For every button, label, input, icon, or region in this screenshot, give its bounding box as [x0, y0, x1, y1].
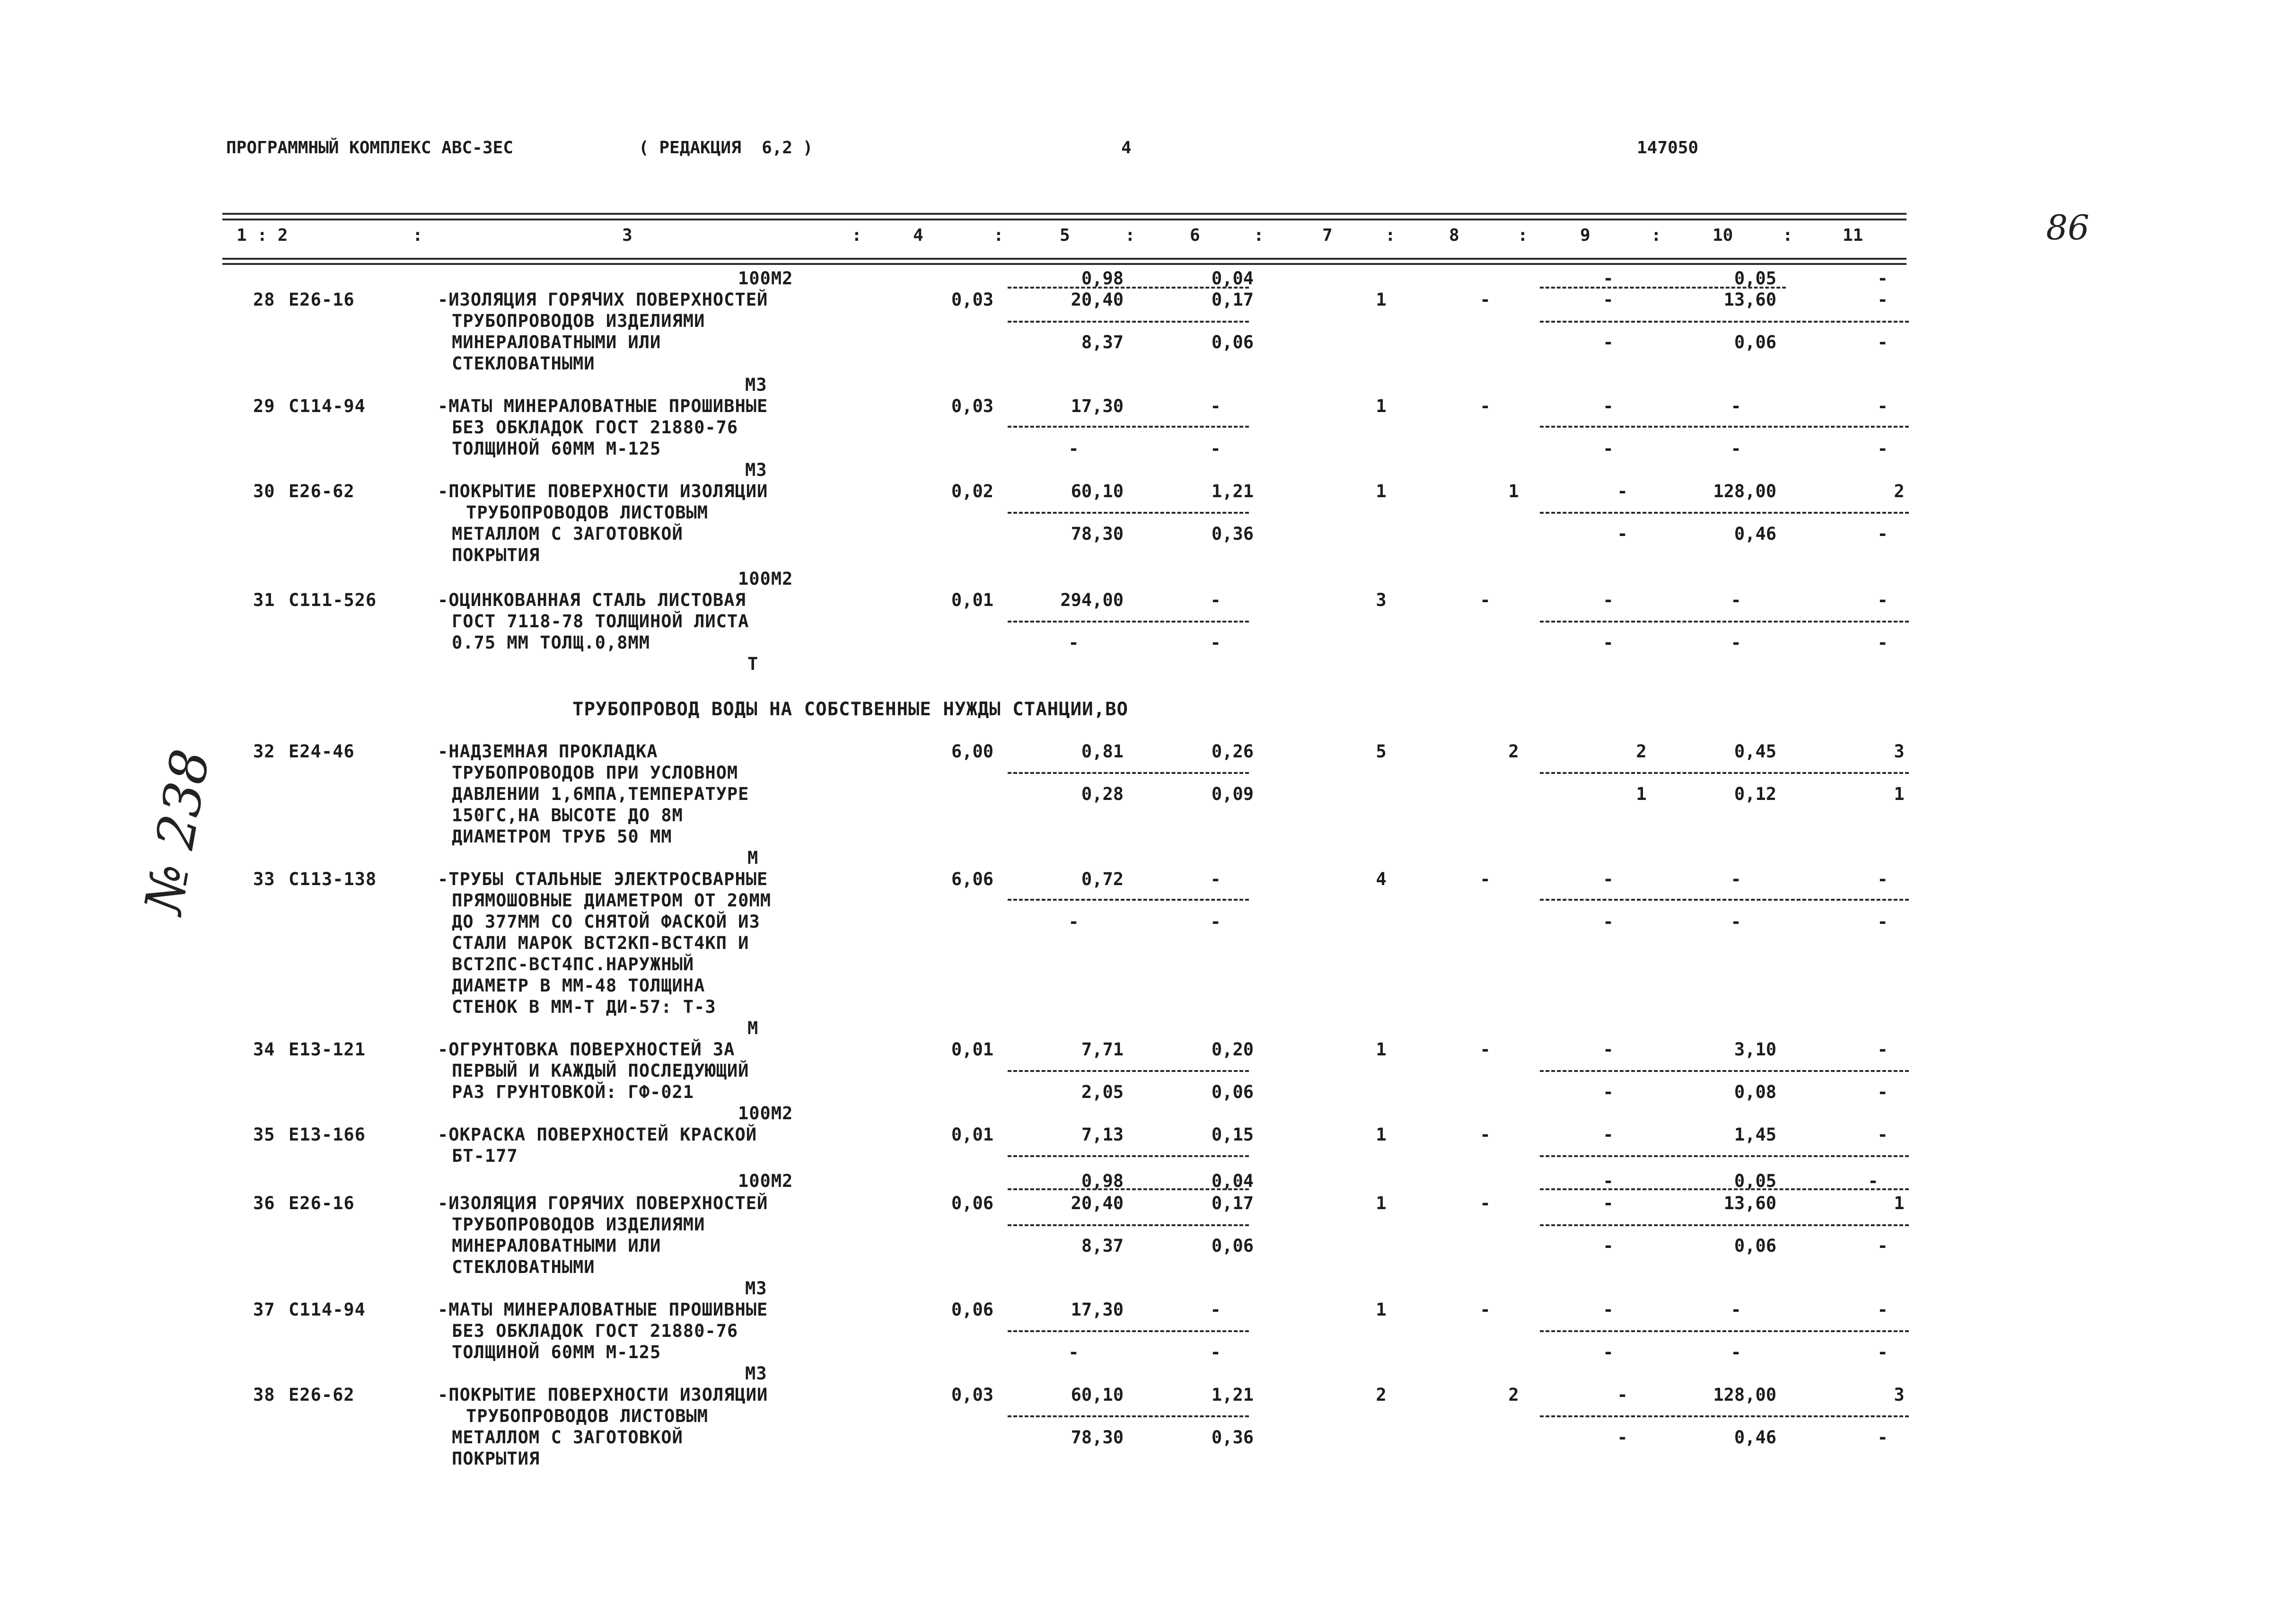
edition-label: ( РЕДАКЦИЯ 6,2 )	[639, 138, 813, 158]
cell-col10-b: -	[1731, 1342, 1742, 1362]
col-head-6: 6	[1190, 226, 1200, 245]
cell-col10-pre: 0,05	[1734, 1171, 1776, 1191]
cell-col9: -	[1603, 1124, 1614, 1145]
table-top-rule	[222, 213, 1906, 215]
row-description: ТРУБОПРОВОДОВ ИЗДЕЛИЯМИ	[452, 311, 705, 331]
row-description: МЕТАЛЛОМ С ЗАГОТОВКОЙ	[452, 524, 683, 544]
row-description: -ПОКРЫТИЕ ПОВЕРХНОСТИ ИЗОЛЯЦИИ	[438, 481, 768, 501]
unit-label: М	[747, 848, 759, 868]
unit-label: М3	[745, 460, 767, 480]
cell-col6-b: 0,06	[1211, 332, 1254, 352]
row-description: ПЕРВЫЙ И КАЖДЫЙ ПОСЛЕДУЮЩИЙ	[452, 1061, 749, 1081]
cell-col7: 4	[1376, 869, 1387, 889]
cell-col10-b: -	[1731, 912, 1742, 932]
unit-label: Т	[747, 654, 759, 674]
cell-col10-b: 0,46	[1734, 1427, 1776, 1448]
section-title: ТРУБОПРОВОД ВОДЫ НА СОБСТВЕННЫЕ НУЖДЫ СТАНЦИИ,ВО	[572, 699, 1129, 720]
cell-col8: -	[1480, 1124, 1491, 1145]
separator	[1540, 1155, 1909, 1157]
cell-col9: 2	[1636, 741, 1647, 762]
cell-col6: 0,17	[1211, 1193, 1254, 1213]
cell-col6-pre: 0,04	[1211, 1171, 1254, 1191]
cell-col7: 1	[1376, 481, 1387, 501]
cell-col5: 60,10	[1071, 1385, 1124, 1405]
cell-col6-pre: 0,04	[1211, 268, 1254, 289]
cell-col6-b: 0,36	[1211, 524, 1254, 544]
cell-col9: -	[1603, 1039, 1614, 1060]
cell-col11-b: -	[1877, 1427, 1889, 1448]
cell-col6-b: 0,36	[1211, 1427, 1254, 1448]
cell-col8: -	[1480, 290, 1491, 310]
row-description: СТЕКЛОВАТНЫМИ	[452, 1257, 595, 1277]
cell-col8: -	[1480, 869, 1491, 889]
cell-col8: 2	[1508, 1385, 1520, 1405]
cell-col8: -	[1480, 396, 1491, 416]
cell-col7: 1	[1376, 396, 1387, 416]
cell-col11: -	[1877, 869, 1889, 889]
cell-col5-b: 78,30	[1071, 524, 1124, 544]
row-number: 31	[253, 590, 275, 610]
cell-col10: 1,45	[1734, 1124, 1776, 1145]
row-number: 38	[253, 1385, 275, 1405]
row-description: ТРУБОПРОВОДОВ ИЗДЕЛИЯМИ	[452, 1214, 705, 1235]
unit-label: 100М2	[738, 569, 793, 589]
cell-col9-pre: -	[1603, 1171, 1614, 1191]
col-head-9: 9	[1580, 226, 1590, 245]
cell-col5-b: 78,30	[1071, 1427, 1124, 1448]
cell-col4: 0,03	[951, 396, 993, 416]
row-description: ВСТ2ПС-ВСТ4ПС.НАРУЖНЫЙ	[452, 954, 694, 974]
cell-col7: 5	[1376, 741, 1387, 762]
separator	[1540, 1224, 1909, 1226]
separator	[1540, 621, 1909, 623]
cell-col5: 7,71	[1081, 1039, 1124, 1060]
row-description: ДИАМЕТРОМ ТРУБ 50 ММ	[452, 826, 672, 847]
row-description: ДИАМЕТР В ММ-48 ТОЛЩИНА	[452, 975, 705, 996]
cell-col6: -	[1210, 396, 1221, 416]
row-description: -ОГРУНТОВКА ПОВЕРХНОСТЕЙ ЗА	[438, 1039, 735, 1060]
col-head-7: 7	[1322, 226, 1333, 245]
cell-col4: 0,01	[951, 1039, 993, 1060]
cell-col10: 3,10	[1734, 1039, 1776, 1060]
cell-col11-b: -	[1877, 524, 1889, 544]
cell-col10-pre: 0,05	[1734, 268, 1776, 289]
row-description: ТРУБОПРОВОДОВ ЛИСТОВЫМ	[466, 502, 709, 523]
cell-col11: 3	[1894, 1385, 1905, 1405]
table-header-rule	[222, 258, 1906, 260]
row-description: -ИЗОЛЯЦИЯ ГОРЯЧИХ ПОВЕРХНОСТЕЙ	[438, 290, 768, 310]
cell-col10: -	[1731, 1299, 1742, 1320]
cell-col6: 0,15	[1211, 1124, 1254, 1145]
col-sep: :	[993, 226, 1004, 245]
cell-col11: -	[1877, 1124, 1889, 1145]
row-number: 28	[253, 290, 275, 310]
cell-col11: -	[1877, 1039, 1889, 1060]
cell-col9-pre: -	[1603, 268, 1614, 289]
cell-col11-b: -	[1877, 1342, 1889, 1362]
separator	[1008, 1070, 1249, 1072]
row-number: 32	[253, 741, 275, 762]
cell-col6: 1,21	[1211, 1385, 1254, 1405]
cell-col6: -	[1210, 869, 1221, 889]
cell-col6: -	[1210, 590, 1221, 610]
row-description: СТЕНОК В ММ-Т ДИ-57: Т-3	[452, 997, 716, 1017]
cell-col11-b: -	[1877, 1082, 1889, 1102]
separator	[1540, 512, 1909, 514]
col-head-4: 4	[913, 226, 923, 245]
row-description: БЕЗ ОБКЛАДОК ГОСТ 21880-76	[452, 1321, 738, 1341]
cell-col11: 1	[1894, 1193, 1905, 1213]
row-description: ГОСТ 7118-78 ТОЛЩИНОЙ ЛИСТА	[452, 611, 749, 632]
cell-col6-b: -	[1210, 439, 1221, 459]
cell-col5-pre: 0,98	[1081, 1171, 1124, 1191]
cell-col4: 0,03	[951, 1385, 993, 1405]
col-head-5: 5	[1060, 226, 1070, 245]
row-description: ПОКРЫТИЯ	[452, 1448, 540, 1469]
cell-col9-b: -	[1603, 632, 1614, 653]
cell-col10: 128,00	[1713, 481, 1776, 501]
col-head-3: 3	[622, 226, 633, 245]
separator	[1008, 1188, 1249, 1190]
col-sep: :	[1651, 226, 1661, 245]
cell-col5: 294,00	[1060, 590, 1124, 610]
cell-col6: 0,26	[1211, 741, 1254, 762]
cell-col6: 1,21	[1211, 481, 1254, 501]
cell-col8: -	[1480, 1193, 1491, 1213]
row-description: -ОЦИНКОВАННАЯ СТАЛЬ ЛИСТОВАЯ	[438, 590, 746, 610]
separator	[1540, 772, 1909, 774]
separator	[1540, 426, 1909, 428]
row-number: 34	[253, 1039, 275, 1060]
program-title: ПРОГРАММНЫЙ КОМПЛЕКС АВС-ЗЕС	[226, 138, 513, 158]
row-code: Е13-121	[289, 1039, 366, 1060]
cell-col8: 2	[1508, 741, 1520, 762]
cell-col4: 0,01	[951, 1124, 993, 1145]
separator	[1540, 1188, 1909, 1190]
cell-col5-b: -	[1068, 912, 1080, 932]
separator	[1008, 1330, 1249, 1332]
cell-col5: 60,10	[1071, 481, 1124, 501]
cell-col9-b: -	[1603, 1342, 1614, 1362]
row-description: ДАВЛЕНИИ 1,6МПА,ТЕМПЕРАТУРЕ	[452, 784, 749, 804]
col-head-11: 11	[1843, 226, 1863, 245]
separator	[1008, 1415, 1249, 1417]
row-description: ПОКРЫТИЯ	[452, 545, 540, 565]
cell-col6: 0,17	[1211, 290, 1254, 310]
row-code: С114-94	[289, 1299, 366, 1320]
cell-col6: 0,20	[1211, 1039, 1254, 1060]
row-description: МЕТАЛЛОМ С ЗАГОТОВКОЙ	[452, 1427, 683, 1448]
cell-col9-b: -	[1603, 439, 1614, 459]
cell-col9-b: -	[1603, 1236, 1614, 1256]
handwritten-page-number: 86	[2046, 208, 2090, 247]
row-description: ТРУБОПРОВОДОВ ЛИСТОВЫМ	[466, 1406, 709, 1426]
row-description: -МАТЫ МИНЕРАЛОВАТНЫЕ ПРОШИВНЫЕ	[438, 1299, 768, 1320]
col-sep: :	[1254, 226, 1264, 245]
row-code: Е26-62	[289, 481, 355, 501]
cell-col11: 3	[1894, 741, 1905, 762]
cell-col9: -	[1603, 1299, 1614, 1320]
separator	[1540, 1330, 1909, 1332]
cell-col5: 17,30	[1071, 1299, 1124, 1320]
row-description: БТ-177	[452, 1146, 518, 1166]
cell-col10: 13,60	[1723, 290, 1776, 310]
unit-label: 100М2	[738, 1171, 793, 1191]
cell-col7: 3	[1376, 590, 1387, 610]
cell-col10: 0,45	[1734, 741, 1776, 762]
separator	[1008, 287, 1249, 289]
cell-col5-b: 0,28	[1081, 784, 1124, 804]
cell-col6-b: -	[1210, 1342, 1221, 1362]
cell-col6-b: 0,06	[1211, 1236, 1254, 1256]
row-description: -ПОКРЫТИЕ ПОВЕРХНОСТИ ИЗОЛЯЦИИ	[438, 1385, 768, 1405]
cell-col10-b: 0,12	[1734, 784, 1776, 804]
separator	[1008, 621, 1249, 623]
cell-col9: -	[1603, 869, 1614, 889]
cell-col7: 1	[1376, 1039, 1387, 1060]
cell-col10-b: 0,06	[1734, 332, 1776, 352]
cell-col5-b: -	[1068, 632, 1080, 653]
col-head-1-2: 1 : 2	[237, 226, 288, 245]
cell-col11-b: -	[1877, 912, 1889, 932]
cell-col7: 1	[1376, 1124, 1387, 1145]
cell-col11: -	[1877, 290, 1889, 310]
row-description: МИНЕРАЛОВАТНЫМИ ИЛИ	[452, 1236, 661, 1256]
row-description: -ОКРАСКА ПОВЕРХНОСТЕЙ КРАСКОЙ	[438, 1124, 757, 1145]
cell-col10-b: 0,46	[1734, 524, 1776, 544]
row-description: ТОЛЩИНОЙ 60ММ М-125	[452, 1342, 661, 1362]
row-code: С114-94	[289, 396, 366, 416]
col-sep: :	[413, 226, 423, 245]
cell-col6-b: 0,09	[1211, 784, 1254, 804]
cell-col11-pre: -	[1868, 1171, 1879, 1191]
cell-col5-b: 2,05	[1081, 1082, 1124, 1102]
cell-col6: -	[1210, 1299, 1221, 1320]
separator	[1540, 1070, 1909, 1072]
cell-col11: 2	[1894, 481, 1905, 501]
cell-col9: -	[1617, 1385, 1628, 1405]
row-description: -ТРУБЫ СТАЛЬНЫЕ ЭЛЕКТРОСВАРНЫЕ	[438, 869, 768, 889]
separator	[1008, 772, 1249, 774]
row-code: Е26-16	[289, 290, 355, 310]
row-code: Е24-46	[289, 741, 355, 762]
row-number: 29	[253, 396, 275, 416]
separator	[1008, 321, 1249, 323]
col-sep: :	[1385, 226, 1396, 245]
row-number: 33	[253, 869, 275, 889]
row-number: 36	[253, 1193, 275, 1213]
row-description: -ИЗОЛЯЦИЯ ГОРЯЧИХ ПОВЕРХНОСТЕЙ	[438, 1193, 768, 1213]
row-number: 30	[253, 481, 275, 501]
sheet-number: 4	[1121, 138, 1132, 158]
cell-col11: -	[1877, 590, 1889, 610]
row-description: РАЗ ГРУНТОВКОЙ: ГФ-021	[452, 1082, 694, 1102]
cell-col8: -	[1480, 1039, 1491, 1060]
row-description: -НАДЗЕМНАЯ ПРОКЛАДКА	[438, 741, 658, 762]
row-code: Е13-166	[289, 1124, 366, 1145]
col-head-8: 8	[1449, 226, 1459, 245]
cell-col10: 13,60	[1723, 1193, 1776, 1213]
cell-col10: 128,00	[1713, 1385, 1776, 1405]
row-description: 150ГС,НА ВЫСОТЕ ДО 8М	[452, 805, 683, 825]
cell-col11-b: -	[1877, 632, 1889, 653]
cell-col4: 0,01	[951, 590, 993, 610]
cell-col5: 20,40	[1071, 290, 1124, 310]
row-code: Е26-16	[289, 1193, 355, 1213]
cell-col9-b: -	[1603, 332, 1614, 352]
unit-label: М	[747, 1018, 759, 1038]
cell-col4: 0,06	[951, 1299, 993, 1320]
separator	[1540, 1415, 1909, 1417]
row-number: 35	[253, 1124, 275, 1145]
cell-col4: 0,06	[951, 1193, 993, 1213]
cell-col5: 0,81	[1081, 741, 1124, 762]
row-code: С113-138	[289, 869, 377, 889]
separator	[1008, 426, 1249, 428]
separator	[1008, 899, 1249, 901]
cell-col9-b: 1	[1636, 784, 1647, 804]
cell-col11: -	[1877, 396, 1889, 416]
separator	[1540, 899, 1909, 901]
cell-col10-b: 0,06	[1734, 1236, 1776, 1256]
row-description: СТЕКЛОВАТНЫМИ	[452, 353, 595, 374]
cell-col9-b: -	[1617, 524, 1628, 544]
cell-col5: 17,30	[1071, 396, 1124, 416]
col-sep: :	[852, 226, 862, 245]
separator	[1540, 321, 1909, 323]
cell-col7: 1	[1376, 1193, 1387, 1213]
cell-col4: 0,02	[951, 481, 993, 501]
cell-col5-b: 8,37	[1081, 1236, 1124, 1256]
cell-col8: -	[1480, 590, 1491, 610]
row-description: БЕЗ ОБКЛАДОК ГОСТ 21880-76	[452, 417, 738, 438]
cell-col8: -	[1480, 1299, 1491, 1320]
cell-col10-b: -	[1731, 439, 1742, 459]
cell-col6-b: -	[1210, 632, 1221, 653]
unit-label: М3	[745, 1363, 767, 1384]
cell-col9: -	[1603, 396, 1614, 416]
cell-col5: 7,13	[1081, 1124, 1124, 1145]
cell-col9-b: -	[1603, 912, 1614, 932]
cell-col10-b: 0,08	[1734, 1082, 1776, 1102]
cell-col7: 1	[1376, 290, 1387, 310]
table-header-rule-2	[222, 263, 1906, 265]
cell-col11-b: -	[1877, 332, 1889, 352]
unit-label: 100М2	[738, 1103, 793, 1124]
cell-col5-b: 8,37	[1081, 332, 1124, 352]
cell-col11-b: -	[1877, 439, 1889, 459]
cell-col11-b: -	[1877, 1236, 1889, 1256]
document-code: 147050	[1637, 138, 1699, 158]
row-number: 37	[253, 1299, 275, 1320]
separator	[1008, 512, 1249, 514]
cell-col5-b: -	[1068, 439, 1080, 459]
cell-col9-b: -	[1603, 1082, 1614, 1102]
unit-label: М3	[745, 1278, 767, 1299]
cell-col7: 1	[1376, 1299, 1387, 1320]
cell-col8: 1	[1508, 481, 1520, 501]
cell-col9: -	[1603, 290, 1614, 310]
row-description: ТРУБОПРОВОДОВ ПРИ УСЛОВНОМ	[452, 763, 738, 783]
cell-col5: 0,72	[1081, 869, 1124, 889]
row-code: С111-526	[289, 590, 377, 610]
cell-col10: -	[1731, 396, 1742, 416]
cell-col10: -	[1731, 590, 1742, 610]
cell-col11-b: 1	[1894, 784, 1905, 804]
row-description: ПРЯМОШОВНЫЕ ДИАМЕТРОМ ОТ 20ММ	[452, 890, 772, 911]
cell-col5-pre: 0,98	[1081, 268, 1124, 289]
table-top-rule-2	[222, 219, 1906, 220]
cell-col7: 2	[1376, 1385, 1387, 1405]
cell-col4: 6,00	[951, 741, 993, 762]
col-sep: :	[1518, 226, 1528, 245]
cell-col9: -	[1617, 481, 1628, 501]
cell-col9: -	[1603, 1193, 1614, 1213]
col-sep: :	[1783, 226, 1793, 245]
row-description: -МАТЫ МИНЕРАЛОВАТНЫЕ ПРОШИВНЫЕ	[438, 396, 768, 416]
row-description: ТОЛЩИНОЙ 60ММ М-125	[452, 439, 661, 459]
cell-col9: -	[1603, 590, 1614, 610]
row-description: 0.75 ММ ТОЛЩ.0,8ММ	[452, 632, 650, 653]
cell-col6-b: -	[1210, 912, 1221, 932]
col-sep: :	[1125, 226, 1135, 245]
unit-label: М3	[745, 375, 767, 395]
unit-label: 100М2	[738, 268, 793, 289]
cell-col5-b: -	[1068, 1342, 1080, 1362]
separator	[1540, 287, 1786, 289]
cell-col6-b: 0,06	[1211, 1082, 1254, 1102]
cell-col4: 6,06	[951, 869, 993, 889]
handwritten-margin-note: № 238	[133, 745, 221, 918]
row-description: ДО 377ММ СО СНЯТОЙ ФАСКОЙ ИЗ	[452, 912, 760, 932]
cell-col5: 20,40	[1071, 1193, 1124, 1213]
cell-col11: -	[1877, 1299, 1889, 1320]
cell-col11-pre: -	[1877, 268, 1889, 289]
row-description: МИНЕРАЛОВАТНЫМИ ИЛИ	[452, 332, 661, 352]
col-head-10: 10	[1713, 226, 1733, 245]
separator	[1008, 1224, 1249, 1226]
cell-col10-b: -	[1731, 632, 1742, 653]
cell-col4: 0,03	[951, 290, 993, 310]
cell-col10: -	[1731, 869, 1742, 889]
row-code: Е26-62	[289, 1385, 355, 1405]
row-description: СТАЛИ МАРОК ВСТ2КП-ВСТ4КП И	[452, 933, 749, 953]
cell-col9-b: -	[1617, 1427, 1628, 1448]
separator	[1008, 1155, 1249, 1157]
